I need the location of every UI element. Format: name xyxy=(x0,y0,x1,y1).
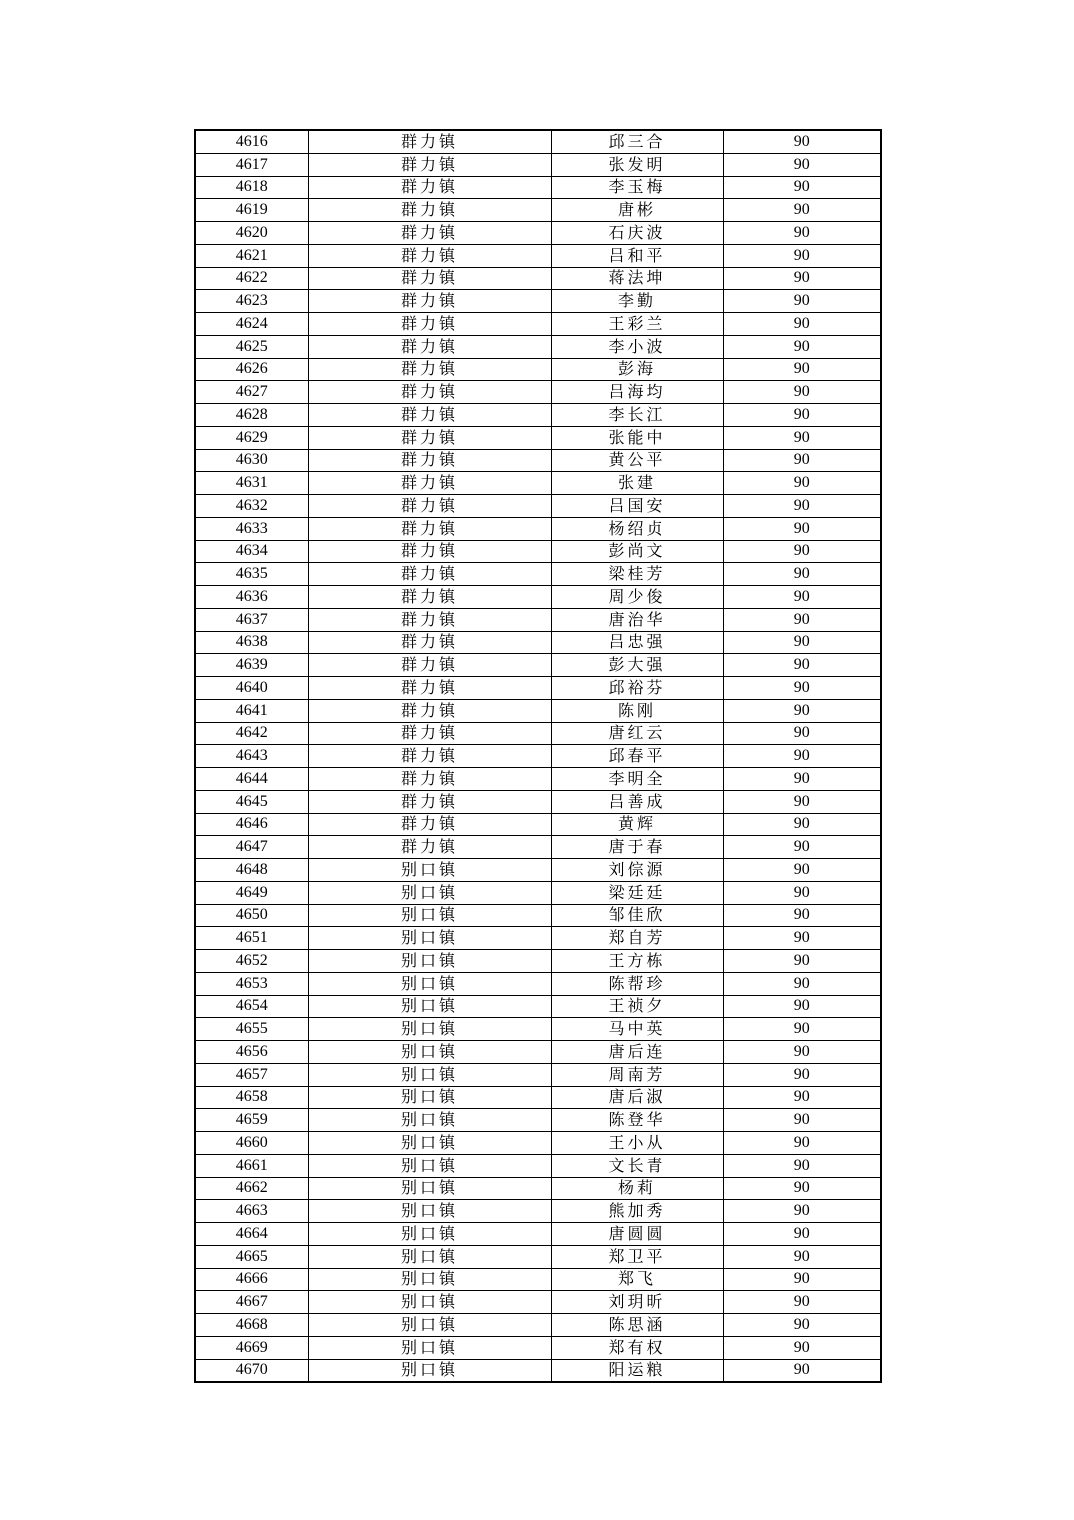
person-name-cell: 彭海 xyxy=(551,358,723,381)
table-row xyxy=(195,1200,881,1223)
person-name-cell: 杨莉 xyxy=(551,1177,723,1200)
table-row xyxy=(195,130,881,153)
table-row xyxy=(195,472,881,495)
person-name-cell: 杨绍贞 xyxy=(551,517,723,540)
person-name-cell: 郑有权 xyxy=(551,1336,723,1359)
person-name-cell: 吕忠强 xyxy=(551,631,723,654)
score-cell: 90 xyxy=(723,1109,881,1132)
town-cell: 群力镇 xyxy=(308,176,551,199)
town-cell: 群力镇 xyxy=(308,290,551,313)
person-name-cell: 邱裕芬 xyxy=(551,677,723,700)
town-cell: 群力镇 xyxy=(308,449,551,472)
town-cell: 别口镇 xyxy=(308,1268,551,1291)
table-row xyxy=(195,267,881,290)
row-number-cell: 4618 xyxy=(195,176,308,199)
person-name-cell: 文长青 xyxy=(551,1154,723,1177)
table-row xyxy=(195,654,881,677)
town-cell: 别口镇 xyxy=(308,904,551,927)
person-name-cell: 王祯夕 xyxy=(551,995,723,1018)
score-cell: 90 xyxy=(723,904,881,927)
person-name-cell: 邹佳欣 xyxy=(551,904,723,927)
score-cell: 90 xyxy=(723,1336,881,1359)
row-number-cell: 4655 xyxy=(195,1018,308,1041)
person-name-cell: 吕善成 xyxy=(551,790,723,813)
table-row xyxy=(195,153,881,176)
table-row xyxy=(195,1154,881,1177)
row-number-cell: 4625 xyxy=(195,335,308,358)
score-cell: 90 xyxy=(723,1154,881,1177)
row-number-cell: 4635 xyxy=(195,563,308,586)
score-cell: 90 xyxy=(723,608,881,631)
table-row xyxy=(195,722,881,745)
table-row xyxy=(195,1336,881,1359)
row-number-cell: 4619 xyxy=(195,199,308,222)
table-row xyxy=(195,335,881,358)
score-cell: 90 xyxy=(723,153,881,176)
row-number-cell: 4660 xyxy=(195,1132,308,1155)
town-cell: 群力镇 xyxy=(308,472,551,495)
table-row xyxy=(195,381,881,404)
row-number-cell: 4639 xyxy=(195,654,308,677)
table-row xyxy=(195,699,881,722)
table-row xyxy=(195,290,881,313)
row-number-cell: 4629 xyxy=(195,426,308,449)
table-row xyxy=(195,517,881,540)
town-cell: 群力镇 xyxy=(308,426,551,449)
person-name-cell: 李长江 xyxy=(551,404,723,427)
row-number-cell: 4667 xyxy=(195,1291,308,1314)
row-number-cell: 4617 xyxy=(195,153,308,176)
score-cell: 90 xyxy=(723,927,881,950)
table-row xyxy=(195,813,881,836)
row-number-cell: 4650 xyxy=(195,904,308,927)
town-cell: 群力镇 xyxy=(308,631,551,654)
score-cell: 90 xyxy=(723,404,881,427)
row-number-cell: 4633 xyxy=(195,517,308,540)
score-cell: 90 xyxy=(723,950,881,973)
person-name-cell: 吕国安 xyxy=(551,495,723,518)
person-name-cell: 陈登华 xyxy=(551,1109,723,1132)
row-number-cell: 4661 xyxy=(195,1154,308,1177)
town-cell: 群力镇 xyxy=(308,677,551,700)
row-number-cell: 4637 xyxy=(195,608,308,631)
row-number-cell: 4627 xyxy=(195,381,308,404)
row-number-cell: 4616 xyxy=(195,130,308,153)
table-row xyxy=(195,1041,881,1064)
person-name-cell: 刘倧源 xyxy=(551,859,723,882)
table-row xyxy=(195,904,881,927)
person-name-cell: 吕和平 xyxy=(551,244,723,267)
table-row xyxy=(195,495,881,518)
person-name-cell: 张能中 xyxy=(551,426,723,449)
row-number-cell: 4651 xyxy=(195,927,308,950)
score-cell: 90 xyxy=(723,790,881,813)
table-row xyxy=(195,1223,881,1246)
town-cell: 群力镇 xyxy=(308,495,551,518)
row-number-cell: 4653 xyxy=(195,972,308,995)
score-cell: 90 xyxy=(723,290,881,313)
score-cell: 90 xyxy=(723,472,881,495)
table-row xyxy=(195,1109,881,1132)
score-cell: 90 xyxy=(723,267,881,290)
town-cell: 群力镇 xyxy=(308,563,551,586)
person-name-cell: 唐彬 xyxy=(551,199,723,222)
score-cell: 90 xyxy=(723,1132,881,1155)
table-row xyxy=(195,1245,881,1268)
person-name-cell: 蒋法坤 xyxy=(551,267,723,290)
row-number-cell: 4663 xyxy=(195,1200,308,1223)
score-cell: 90 xyxy=(723,563,881,586)
score-cell: 90 xyxy=(723,1291,881,1314)
roster-table-body xyxy=(195,130,881,1382)
row-number-cell: 4620 xyxy=(195,222,308,245)
row-number-cell: 4623 xyxy=(195,290,308,313)
town-cell: 别口镇 xyxy=(308,1336,551,1359)
person-name-cell: 李明全 xyxy=(551,768,723,791)
score-cell: 90 xyxy=(723,426,881,449)
person-name-cell: 唐于春 xyxy=(551,836,723,859)
score-cell: 90 xyxy=(723,1268,881,1291)
person-name-cell: 邱三合 xyxy=(551,130,723,153)
table-row xyxy=(195,745,881,768)
town-cell: 别口镇 xyxy=(308,1086,551,1109)
score-cell: 90 xyxy=(723,972,881,995)
person-name-cell: 李小波 xyxy=(551,335,723,358)
row-number-cell: 4647 xyxy=(195,836,308,859)
score-cell: 90 xyxy=(723,199,881,222)
table-row xyxy=(195,244,881,267)
town-cell: 群力镇 xyxy=(308,199,551,222)
table-row xyxy=(195,790,881,813)
roster-table xyxy=(194,129,882,1383)
table-row xyxy=(195,1086,881,1109)
table-row xyxy=(195,972,881,995)
table-row xyxy=(195,1018,881,1041)
town-cell: 群力镇 xyxy=(308,699,551,722)
town-cell: 群力镇 xyxy=(308,244,551,267)
row-number-cell: 4668 xyxy=(195,1314,308,1337)
town-cell: 群力镇 xyxy=(308,813,551,836)
score-cell: 90 xyxy=(723,358,881,381)
person-name-cell: 刘玥昕 xyxy=(551,1291,723,1314)
town-cell: 群力镇 xyxy=(308,608,551,631)
table-row xyxy=(195,222,881,245)
town-cell: 别口镇 xyxy=(308,1291,551,1314)
town-cell: 别口镇 xyxy=(308,1223,551,1246)
row-number-cell: 4638 xyxy=(195,631,308,654)
person-name-cell: 彭尚文 xyxy=(551,540,723,563)
row-number-cell: 4642 xyxy=(195,722,308,745)
score-cell: 90 xyxy=(723,244,881,267)
row-number-cell: 4644 xyxy=(195,768,308,791)
score-cell: 90 xyxy=(723,722,881,745)
row-number-cell: 4626 xyxy=(195,358,308,381)
town-cell: 群力镇 xyxy=(308,222,551,245)
table-row xyxy=(195,313,881,336)
table-row xyxy=(195,836,881,859)
town-cell: 群力镇 xyxy=(308,836,551,859)
town-cell: 群力镇 xyxy=(308,404,551,427)
row-number-cell: 4648 xyxy=(195,859,308,882)
score-cell: 90 xyxy=(723,859,881,882)
table-row xyxy=(195,1291,881,1314)
town-cell: 群力镇 xyxy=(308,722,551,745)
score-cell: 90 xyxy=(723,1223,881,1246)
table-row xyxy=(195,927,881,950)
town-cell: 群力镇 xyxy=(308,335,551,358)
row-number-cell: 4624 xyxy=(195,313,308,336)
score-cell: 90 xyxy=(723,1018,881,1041)
row-number-cell: 4622 xyxy=(195,267,308,290)
town-cell: 别口镇 xyxy=(308,1245,551,1268)
score-cell: 90 xyxy=(723,881,881,904)
table-row xyxy=(195,631,881,654)
town-cell: 别口镇 xyxy=(308,1177,551,1200)
town-cell: 群力镇 xyxy=(308,654,551,677)
person-name-cell: 王方栋 xyxy=(551,950,723,973)
person-name-cell: 李勤 xyxy=(551,290,723,313)
person-name-cell: 梁桂芳 xyxy=(551,563,723,586)
town-cell: 群力镇 xyxy=(308,267,551,290)
person-name-cell: 李玉梅 xyxy=(551,176,723,199)
row-number-cell: 4652 xyxy=(195,950,308,973)
table-row xyxy=(195,1177,881,1200)
person-name-cell: 马中英 xyxy=(551,1018,723,1041)
row-number-cell: 4640 xyxy=(195,677,308,700)
row-number-cell: 4646 xyxy=(195,813,308,836)
person-name-cell: 张建 xyxy=(551,472,723,495)
town-cell: 别口镇 xyxy=(308,1018,551,1041)
town-cell: 别口镇 xyxy=(308,1063,551,1086)
score-cell: 90 xyxy=(723,631,881,654)
person-name-cell: 陈帮珍 xyxy=(551,972,723,995)
table-row xyxy=(195,199,881,222)
row-number-cell: 4636 xyxy=(195,586,308,609)
person-name-cell: 唐治华 xyxy=(551,608,723,631)
person-name-cell: 周南芳 xyxy=(551,1063,723,1086)
row-number-cell: 4630 xyxy=(195,449,308,472)
table-row xyxy=(195,358,881,381)
person-name-cell: 唐后连 xyxy=(551,1041,723,1064)
row-number-cell: 4669 xyxy=(195,1336,308,1359)
person-name-cell: 王小从 xyxy=(551,1132,723,1155)
person-name-cell: 唐红云 xyxy=(551,722,723,745)
person-name-cell: 王彩兰 xyxy=(551,313,723,336)
town-cell: 群力镇 xyxy=(308,153,551,176)
town-cell: 群力镇 xyxy=(308,586,551,609)
score-cell: 90 xyxy=(723,335,881,358)
score-cell: 90 xyxy=(723,1041,881,1064)
town-cell: 群力镇 xyxy=(308,517,551,540)
row-number-cell: 4631 xyxy=(195,472,308,495)
row-number-cell: 4645 xyxy=(195,790,308,813)
table-row xyxy=(195,404,881,427)
table-row xyxy=(195,1268,881,1291)
score-cell: 90 xyxy=(723,540,881,563)
score-cell: 90 xyxy=(723,699,881,722)
person-name-cell: 熊加秀 xyxy=(551,1200,723,1223)
table-row xyxy=(195,563,881,586)
table-row xyxy=(195,540,881,563)
person-name-cell: 郑飞 xyxy=(551,1268,723,1291)
row-number-cell: 4628 xyxy=(195,404,308,427)
town-cell: 群力镇 xyxy=(308,358,551,381)
person-name-cell: 陈刚 xyxy=(551,699,723,722)
town-cell: 别口镇 xyxy=(308,1109,551,1132)
row-number-cell: 4658 xyxy=(195,1086,308,1109)
town-cell: 别口镇 xyxy=(308,1154,551,1177)
town-cell: 别口镇 xyxy=(308,1200,551,1223)
table-row xyxy=(195,1359,881,1382)
score-cell: 90 xyxy=(723,677,881,700)
row-number-cell: 4654 xyxy=(195,995,308,1018)
table-row xyxy=(195,859,881,882)
table-row xyxy=(195,950,881,973)
score-cell: 90 xyxy=(723,1359,881,1382)
table-row xyxy=(195,1063,881,1086)
town-cell: 别口镇 xyxy=(308,1359,551,1382)
table-row xyxy=(195,995,881,1018)
person-name-cell: 阳运粮 xyxy=(551,1359,723,1382)
person-name-cell: 石庆波 xyxy=(551,222,723,245)
person-name-cell: 黄辉 xyxy=(551,813,723,836)
score-cell: 90 xyxy=(723,222,881,245)
person-name-cell: 梁廷廷 xyxy=(551,881,723,904)
score-cell: 90 xyxy=(723,745,881,768)
town-cell: 别口镇 xyxy=(308,950,551,973)
town-cell: 群力镇 xyxy=(308,540,551,563)
town-cell: 群力镇 xyxy=(308,745,551,768)
row-number-cell: 4643 xyxy=(195,745,308,768)
table-row xyxy=(195,176,881,199)
table-row xyxy=(195,1314,881,1337)
town-cell: 别口镇 xyxy=(308,972,551,995)
town-cell: 群力镇 xyxy=(308,768,551,791)
score-cell: 90 xyxy=(723,381,881,404)
town-cell: 群力镇 xyxy=(308,790,551,813)
person-name-cell: 郑卫平 xyxy=(551,1245,723,1268)
score-cell: 90 xyxy=(723,768,881,791)
person-name-cell: 黄公平 xyxy=(551,449,723,472)
town-cell: 别口镇 xyxy=(308,995,551,1018)
person-name-cell: 唐后淑 xyxy=(551,1086,723,1109)
score-cell: 90 xyxy=(723,654,881,677)
town-cell: 群力镇 xyxy=(308,381,551,404)
row-number-cell: 4634 xyxy=(195,540,308,563)
row-number-cell: 4632 xyxy=(195,495,308,518)
row-number-cell: 4649 xyxy=(195,881,308,904)
person-name-cell: 周少俊 xyxy=(551,586,723,609)
person-name-cell: 郑自芳 xyxy=(551,927,723,950)
town-cell: 群力镇 xyxy=(308,130,551,153)
table-row xyxy=(195,426,881,449)
town-cell: 别口镇 xyxy=(308,881,551,904)
score-cell: 90 xyxy=(723,813,881,836)
town-cell: 别口镇 xyxy=(308,927,551,950)
person-name-cell: 张发明 xyxy=(551,153,723,176)
town-cell: 别口镇 xyxy=(308,1132,551,1155)
person-name-cell: 陈思涵 xyxy=(551,1314,723,1337)
table-row xyxy=(195,608,881,631)
row-number-cell: 4670 xyxy=(195,1359,308,1382)
score-cell: 90 xyxy=(723,176,881,199)
score-cell: 90 xyxy=(723,1314,881,1337)
score-cell: 90 xyxy=(723,1177,881,1200)
score-cell: 90 xyxy=(723,517,881,540)
score-cell: 90 xyxy=(723,495,881,518)
table-row xyxy=(195,768,881,791)
score-cell: 90 xyxy=(723,586,881,609)
person-name-cell: 唐圆圆 xyxy=(551,1223,723,1246)
score-cell: 90 xyxy=(723,1245,881,1268)
table-row xyxy=(195,449,881,472)
person-name-cell: 邱春平 xyxy=(551,745,723,768)
table-row xyxy=(195,586,881,609)
row-number-cell: 4656 xyxy=(195,1041,308,1064)
town-cell: 别口镇 xyxy=(308,1314,551,1337)
score-cell: 90 xyxy=(723,449,881,472)
town-cell: 别口镇 xyxy=(308,1041,551,1064)
row-number-cell: 4662 xyxy=(195,1177,308,1200)
score-cell: 90 xyxy=(723,836,881,859)
score-cell: 90 xyxy=(723,313,881,336)
row-number-cell: 4659 xyxy=(195,1109,308,1132)
row-number-cell: 4664 xyxy=(195,1223,308,1246)
score-cell: 90 xyxy=(723,1086,881,1109)
person-name-cell: 彭大强 xyxy=(551,654,723,677)
score-cell: 90 xyxy=(723,995,881,1018)
town-cell: 别口镇 xyxy=(308,859,551,882)
town-cell: 群力镇 xyxy=(308,313,551,336)
row-number-cell: 4666 xyxy=(195,1268,308,1291)
person-name-cell: 吕海均 xyxy=(551,381,723,404)
row-number-cell: 4657 xyxy=(195,1063,308,1086)
table-row xyxy=(195,1132,881,1155)
table-row xyxy=(195,677,881,700)
score-cell: 90 xyxy=(723,1200,881,1223)
row-number-cell: 4665 xyxy=(195,1245,308,1268)
table-row xyxy=(195,881,881,904)
score-cell: 90 xyxy=(723,1063,881,1086)
row-number-cell: 4621 xyxy=(195,244,308,267)
score-cell: 90 xyxy=(723,130,881,153)
row-number-cell: 4641 xyxy=(195,699,308,722)
